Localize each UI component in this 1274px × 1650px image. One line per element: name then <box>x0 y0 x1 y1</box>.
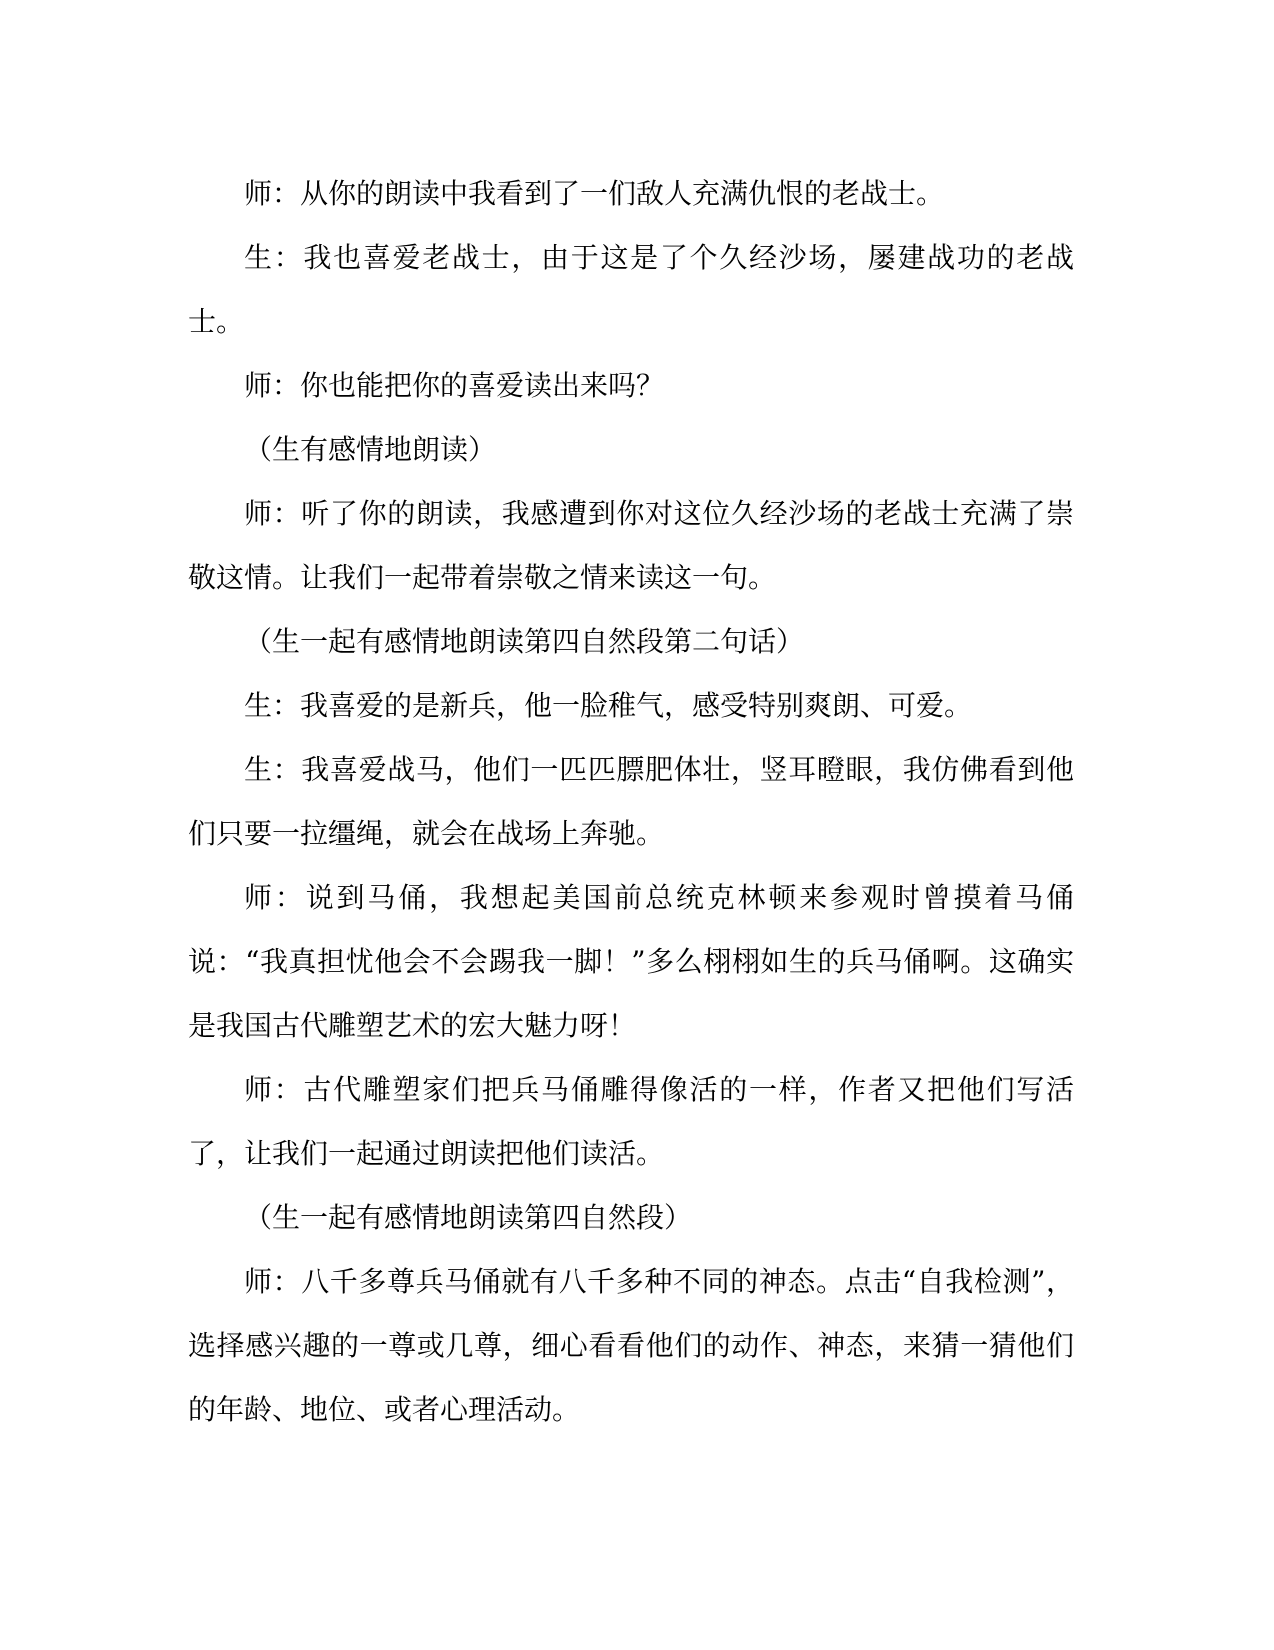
paragraph-9: 师：说到马俑，我想起美国前总统克林顿来参观时曾摸着马俑说：“我真担忧他会不会踢我一脚！”多么栩栩如生的兵马俑啊。这确实是我国古代雕塑艺术的宏大魅力呀！ <box>188 881 1074 1042</box>
paragraph-8: 生：我喜爱战马，他们一匹匹膘肥体壮，竖耳瞪眼，我仿佛看到他们只要一拉缰绳，就会在战场上奔驰。 <box>188 753 1074 850</box>
paragraph-1: 师：从你的朗读中我看到了一们敌人充满仇恨的老战士。 <box>244 177 945 210</box>
paragraph-4: （生有感情地朗读） <box>244 433 497 466</box>
paragraph-7: 生：我喜爱的是新兵，他一脸稚气，感受特别爽朗、可爱。 <box>244 689 973 722</box>
document-body <box>188 162 1074 1442</box>
paragraph-11: （生一起有感情地朗读第四自然段） <box>244 1201 693 1234</box>
paragraph-10: 师：古代雕塑家们把兵马俑雕得像活的一样，作者又把他们写活了，让我们一起通过朗读把他们读活。 <box>188 1073 1074 1170</box>
paragraph-5: 师：听了你的朗读，我感遭到你对这位久经沙场的老战士充满了崇敬这情。让我们一起带着崇敬之情来读这一句。 <box>188 497 1074 594</box>
paragraph-2: 生：我也喜爱老战士，由于这是了个久经沙场，屡建战功的老战士。 <box>188 241 1074 338</box>
paragraph-12: 师：八千多尊兵马俑就有八千多种不同的神态。点击“自我检测”，选择感兴趣的一尊或几尊，细心看看他们的动作、神态，来猜一猜他们的年龄、地位、或者心理活动。 <box>188 1265 1074 1426</box>
paragraph-6: （生一起有感情地朗读第四自然段第二句话） <box>244 625 805 658</box>
paragraph-3: 师：你也能把你的喜爱读出来吗？ <box>244 369 665 402</box>
